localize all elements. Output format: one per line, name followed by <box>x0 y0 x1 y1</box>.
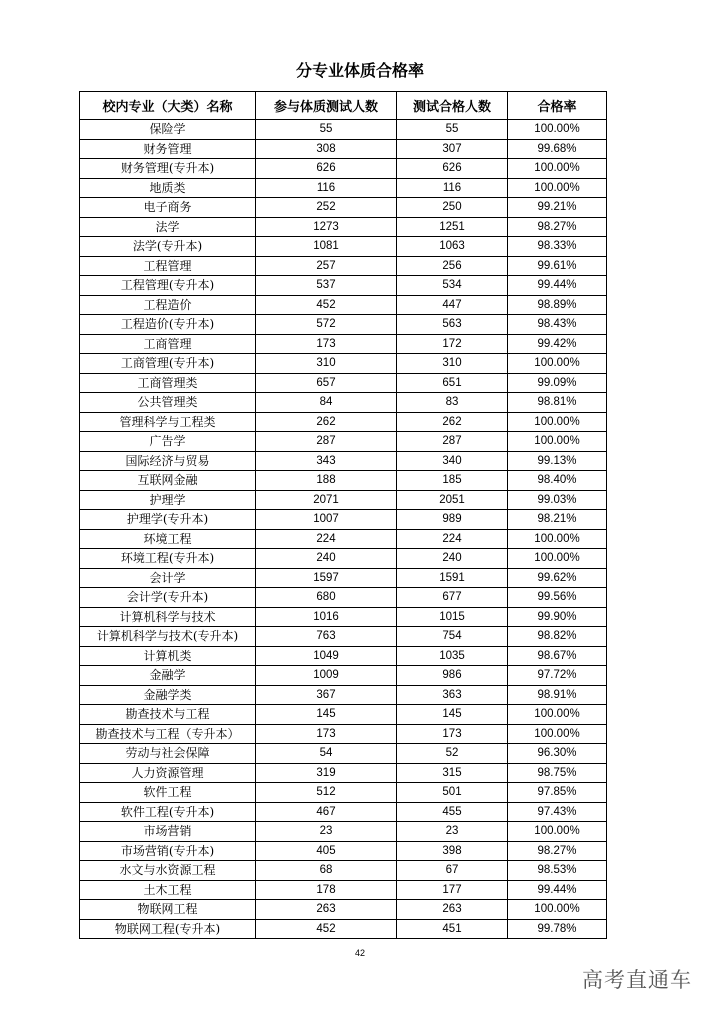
cell-pass-rate: 98.27% <box>508 217 607 237</box>
table-row <box>80 217 607 237</box>
table-header-row <box>80 92 607 120</box>
table-row <box>80 783 607 803</box>
cell-major-name: 环境工程(专升本) <box>80 549 256 569</box>
cell-major-name: 工程管理(专升本) <box>80 276 256 296</box>
cell-passed: 534 <box>397 276 508 296</box>
cell-participants: 224 <box>256 529 397 549</box>
cell-participants: 308 <box>256 139 397 159</box>
cell-participants: 1016 <box>256 607 397 627</box>
table-row <box>80 510 607 530</box>
cell-major-name: 公共管理类 <box>80 393 256 413</box>
table-row <box>80 490 607 510</box>
table-body <box>80 120 607 939</box>
cell-pass-rate: 99.09% <box>508 373 607 393</box>
cell-pass-rate: 100.00% <box>508 724 607 744</box>
table-row <box>80 607 607 627</box>
cell-participants: 23 <box>256 822 397 842</box>
header-participants: 参与体质测试人数 <box>256 92 397 120</box>
cell-passed: 2051 <box>397 490 508 510</box>
cell-pass-rate: 98.43% <box>508 315 607 335</box>
cell-major-name: 工程管理 <box>80 256 256 276</box>
cell-major-name: 工商管理(专升本) <box>80 354 256 374</box>
table-row <box>80 627 607 647</box>
cell-passed: 145 <box>397 705 508 725</box>
cell-participants: 263 <box>256 900 397 920</box>
cell-passed: 1035 <box>397 646 508 666</box>
cell-pass-rate: 98.81% <box>508 393 607 413</box>
cell-major-name: 物联网工程 <box>80 900 256 920</box>
cell-participants: 1009 <box>256 666 397 686</box>
cell-pass-rate: 100.00% <box>508 412 607 432</box>
cell-major-name: 会计学 <box>80 568 256 588</box>
cell-major-name: 护理学 <box>80 490 256 510</box>
cell-major-name: 工商管理 <box>80 334 256 354</box>
cell-participants: 626 <box>256 159 397 179</box>
table-row <box>80 802 607 822</box>
cell-passed: 451 <box>397 919 508 939</box>
cell-major-name: 市场营销(专升本) <box>80 841 256 861</box>
cell-major-name: 计算机科学与技术 <box>80 607 256 627</box>
cell-pass-rate: 98.27% <box>508 841 607 861</box>
cell-participants: 1049 <box>256 646 397 666</box>
cell-major-name: 计算机科学与技术(专升本) <box>80 627 256 647</box>
cell-major-name: 会计学(专升本) <box>80 588 256 608</box>
cell-participants: 680 <box>256 588 397 608</box>
cell-pass-rate: 98.21% <box>508 510 607 530</box>
cell-participants: 55 <box>256 120 397 140</box>
cell-passed: 224 <box>397 529 508 549</box>
cell-participants: 173 <box>256 724 397 744</box>
cell-pass-rate: 99.21% <box>508 198 607 218</box>
cell-passed: 250 <box>397 198 508 218</box>
cell-participants: 537 <box>256 276 397 296</box>
table-row <box>80 705 607 725</box>
cell-major-name: 劳动与社会保障 <box>80 744 256 764</box>
header-passed: 测试合格人数 <box>397 92 508 120</box>
cell-major-name: 工程造价 <box>80 295 256 315</box>
cell-passed: 23 <box>397 822 508 842</box>
cell-pass-rate: 98.53% <box>508 861 607 881</box>
cell-major-name: 电子商务 <box>80 198 256 218</box>
table-row <box>80 159 607 179</box>
cell-passed: 626 <box>397 159 508 179</box>
table-row <box>80 822 607 842</box>
table-row <box>80 549 607 569</box>
cell-passed: 989 <box>397 510 508 530</box>
cell-pass-rate: 100.00% <box>508 529 607 549</box>
cell-passed: 398 <box>397 841 508 861</box>
cell-passed: 116 <box>397 178 508 198</box>
cell-pass-rate: 99.44% <box>508 276 607 296</box>
cell-pass-rate: 99.03% <box>508 490 607 510</box>
table-row <box>80 646 607 666</box>
cell-passed: 67 <box>397 861 508 881</box>
cell-major-name: 护理学(专升本) <box>80 510 256 530</box>
table-row <box>80 139 607 159</box>
cell-pass-rate: 99.61% <box>508 256 607 276</box>
cell-participants: 54 <box>256 744 397 764</box>
cell-pass-rate: 98.75% <box>508 763 607 783</box>
cell-pass-rate: 99.90% <box>508 607 607 627</box>
cell-major-name: 勘查技术与工程（专升本） <box>80 724 256 744</box>
cell-pass-rate: 98.91% <box>508 685 607 705</box>
cell-passed: 986 <box>397 666 508 686</box>
cell-passed: 173 <box>397 724 508 744</box>
page-title: 分专业体质合格率 <box>295 61 424 80</box>
cell-participants: 145 <box>256 705 397 725</box>
cell-pass-rate: 99.78% <box>508 919 607 939</box>
cell-major-name: 环境工程 <box>80 529 256 549</box>
cell-participants: 512 <box>256 783 397 803</box>
watermark-text: 高考直通车 <box>582 968 692 992</box>
table-row <box>80 198 607 218</box>
table-row <box>80 744 607 764</box>
cell-passed: 262 <box>397 412 508 432</box>
cell-participants: 240 <box>256 549 397 569</box>
cell-passed: 52 <box>397 744 508 764</box>
cell-participants: 173 <box>256 334 397 354</box>
cell-pass-rate: 100.00% <box>508 705 607 725</box>
cell-participants: 116 <box>256 178 397 198</box>
cell-participants: 262 <box>256 412 397 432</box>
cell-passed: 677 <box>397 588 508 608</box>
cell-participants: 84 <box>256 393 397 413</box>
table-row <box>80 529 607 549</box>
table-row <box>80 373 607 393</box>
cell-pass-rate: 98.40% <box>508 471 607 491</box>
cell-major-name: 金融学类 <box>80 685 256 705</box>
cell-participants: 467 <box>256 802 397 822</box>
cell-passed: 1063 <box>397 237 508 257</box>
table-row <box>80 393 607 413</box>
cell-pass-rate: 98.89% <box>508 295 607 315</box>
page-number: 42 <box>354 948 365 958</box>
table-row <box>80 471 607 491</box>
cell-participants: 287 <box>256 432 397 452</box>
cell-passed: 310 <box>397 354 508 374</box>
cell-passed: 340 <box>397 451 508 471</box>
table-row <box>80 237 607 257</box>
table-row <box>80 295 607 315</box>
cell-passed: 240 <box>397 549 508 569</box>
table-row <box>80 256 607 276</box>
cell-pass-rate: 99.68% <box>508 139 607 159</box>
cell-pass-rate: 100.00% <box>508 178 607 198</box>
cell-pass-rate: 100.00% <box>508 549 607 569</box>
cell-major-name: 勘查技术与工程 <box>80 705 256 725</box>
cell-passed: 447 <box>397 295 508 315</box>
cell-participants: 452 <box>256 295 397 315</box>
cell-passed: 455 <box>397 802 508 822</box>
table-row <box>80 841 607 861</box>
cell-passed: 1251 <box>397 217 508 237</box>
cell-participants: 178 <box>256 880 397 900</box>
cell-participants: 188 <box>256 471 397 491</box>
cell-pass-rate: 99.42% <box>508 334 607 354</box>
cell-passed: 315 <box>397 763 508 783</box>
table-row <box>80 412 607 432</box>
cell-passed: 55 <box>397 120 508 140</box>
cell-participants: 763 <box>256 627 397 647</box>
table-row <box>80 588 607 608</box>
cell-pass-rate: 99.13% <box>508 451 607 471</box>
cell-major-name: 互联网金融 <box>80 471 256 491</box>
table-row <box>80 334 607 354</box>
cell-pass-rate: 97.72% <box>508 666 607 686</box>
cell-participants: 1597 <box>256 568 397 588</box>
table-row <box>80 861 607 881</box>
cell-major-name: 法学(专升本) <box>80 237 256 257</box>
cell-passed: 501 <box>397 783 508 803</box>
cell-participants: 405 <box>256 841 397 861</box>
table-row <box>80 724 607 744</box>
cell-passed: 263 <box>397 900 508 920</box>
table-row <box>80 432 607 452</box>
cell-major-name: 计算机类 <box>80 646 256 666</box>
cell-passed: 563 <box>397 315 508 335</box>
cell-passed: 651 <box>397 373 508 393</box>
table-row <box>80 120 607 140</box>
cell-passed: 754 <box>397 627 508 647</box>
cell-pass-rate: 100.00% <box>508 432 607 452</box>
cell-passed: 256 <box>397 256 508 276</box>
header-pass-rate: 合格率 <box>508 92 607 120</box>
cell-participants: 572 <box>256 315 397 335</box>
table-row <box>80 763 607 783</box>
cell-pass-rate: 100.00% <box>508 120 607 140</box>
cell-participants: 452 <box>256 919 397 939</box>
table-row <box>80 568 607 588</box>
cell-major-name: 物联网工程(专升本) <box>80 919 256 939</box>
pass-rate-table <box>79 91 607 939</box>
cell-participants: 252 <box>256 198 397 218</box>
cell-major-name: 金融学 <box>80 666 256 686</box>
table-row <box>80 900 607 920</box>
cell-major-name: 工程造价(专升本) <box>80 315 256 335</box>
cell-passed: 363 <box>397 685 508 705</box>
table-row <box>80 451 607 471</box>
cell-pass-rate: 100.00% <box>508 354 607 374</box>
cell-pass-rate: 99.56% <box>508 588 607 608</box>
cell-passed: 177 <box>397 880 508 900</box>
cell-pass-rate: 100.00% <box>508 159 607 179</box>
cell-passed: 1015 <box>397 607 508 627</box>
cell-participants: 257 <box>256 256 397 276</box>
cell-passed: 83 <box>397 393 508 413</box>
cell-major-name: 财务管理(专升本) <box>80 159 256 179</box>
cell-pass-rate: 98.33% <box>508 237 607 257</box>
table-row <box>80 880 607 900</box>
cell-pass-rate: 100.00% <box>508 900 607 920</box>
table-row <box>80 666 607 686</box>
cell-pass-rate: 96.30% <box>508 744 607 764</box>
cell-participants: 310 <box>256 354 397 374</box>
cell-passed: 287 <box>397 432 508 452</box>
cell-major-name: 工商管理类 <box>80 373 256 393</box>
cell-pass-rate: 97.43% <box>508 802 607 822</box>
cell-major-name: 广告学 <box>80 432 256 452</box>
cell-major-name: 软件工程 <box>80 783 256 803</box>
cell-passed: 185 <box>397 471 508 491</box>
table-row <box>80 685 607 705</box>
cell-major-name: 地质类 <box>80 178 256 198</box>
cell-pass-rate: 99.44% <box>508 880 607 900</box>
cell-pass-rate: 99.62% <box>508 568 607 588</box>
cell-participants: 343 <box>256 451 397 471</box>
table-row <box>80 919 607 939</box>
cell-major-name: 财务管理 <box>80 139 256 159</box>
cell-major-name: 管理科学与工程类 <box>80 412 256 432</box>
cell-passed: 307 <box>397 139 508 159</box>
cell-participants: 1007 <box>256 510 397 530</box>
cell-major-name: 软件工程(专升本) <box>80 802 256 822</box>
cell-participants: 2071 <box>256 490 397 510</box>
table-row <box>80 276 607 296</box>
cell-major-name: 国际经济与贸易 <box>80 451 256 471</box>
cell-major-name: 土木工程 <box>80 880 256 900</box>
cell-participants: 68 <box>256 861 397 881</box>
cell-participants: 367 <box>256 685 397 705</box>
cell-major-name: 保险学 <box>80 120 256 140</box>
cell-major-name: 法学 <box>80 217 256 237</box>
cell-pass-rate: 98.82% <box>508 627 607 647</box>
table-row <box>80 354 607 374</box>
cell-pass-rate: 97.85% <box>508 783 607 803</box>
cell-pass-rate: 98.67% <box>508 646 607 666</box>
header-major-name: 校内专业（大类）名称 <box>80 92 256 120</box>
cell-passed: 1591 <box>397 568 508 588</box>
table-row <box>80 315 607 335</box>
table-row <box>80 178 607 198</box>
cell-participants: 1081 <box>256 237 397 257</box>
cell-major-name: 市场营销 <box>80 822 256 842</box>
cell-passed: 172 <box>397 334 508 354</box>
cell-participants: 657 <box>256 373 397 393</box>
cell-participants: 319 <box>256 763 397 783</box>
cell-major-name: 水文与水资源工程 <box>80 861 256 881</box>
cell-pass-rate: 100.00% <box>508 822 607 842</box>
cell-major-name: 人力资源管理 <box>80 763 256 783</box>
cell-participants: 1273 <box>256 217 397 237</box>
